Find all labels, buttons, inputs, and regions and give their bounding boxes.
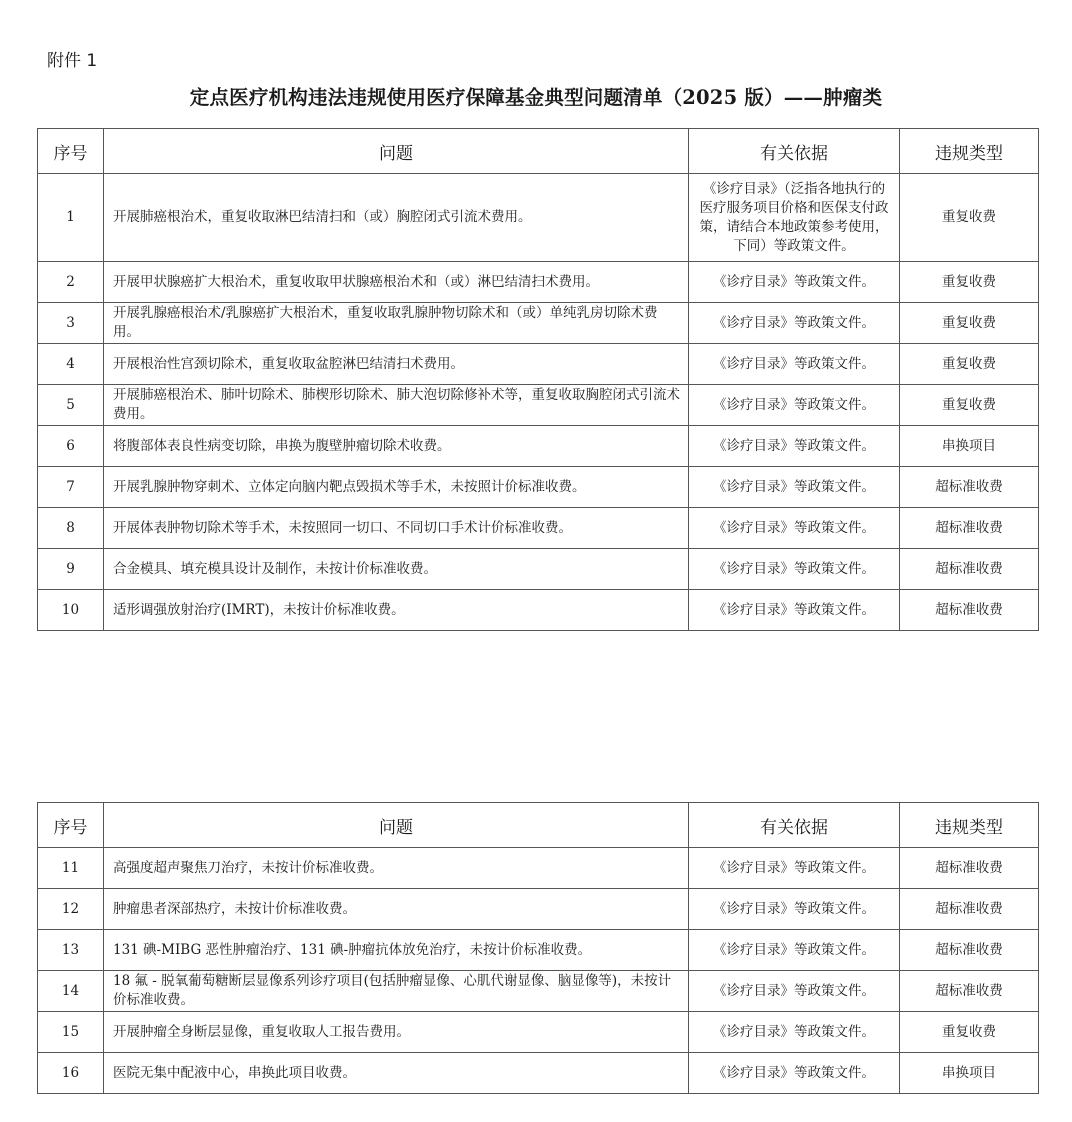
table-row: [38, 1053, 1039, 1094]
column-header-no: 序号: [38, 129, 104, 174]
row-problem: 开展乳腺癌根治术/乳腺癌扩大根治术，重复收取乳腺肿物切除术和（或）单纯乳房切除术费用。: [104, 303, 689, 344]
row-violation-type: 重复收费: [900, 303, 1039, 344]
row-problem: 开展肿瘤全身断层显像，重复收取人工报告费用。: [104, 1012, 689, 1053]
row-number: 9: [38, 549, 104, 590]
row-violation-type: 重复收费: [900, 344, 1039, 385]
column-header-basis: 有关依据: [689, 803, 900, 848]
table-row: [38, 262, 1039, 303]
document-title: 定点医疗机构违法违规使用医疗保障基金典型问题清单（2025 版）——肿瘤类: [189, 86, 883, 109]
row-violation-type: 重复收费: [900, 262, 1039, 303]
row-basis: 《诊疗目录》等政策文件。: [689, 426, 900, 467]
column-header-problem: 问题: [104, 129, 689, 174]
table-row: [38, 344, 1039, 385]
row-basis: 《诊疗目录》等政策文件。: [689, 508, 900, 549]
table-header-row: [38, 803, 1039, 848]
table-row: [38, 385, 1039, 426]
row-problem: 开展体表肿物切除术等手术，未按照同一切口、不同切口手术计价标准收费。: [104, 508, 689, 549]
table-row: [38, 930, 1039, 971]
row-basis: 《诊疗目录》（泛指各地执行的医疗服务项目价格和医保支付政策，请结合本地政策参考使用，下同）等政策文件。: [689, 174, 900, 262]
row-number: 5: [38, 385, 104, 426]
table-row: [38, 508, 1039, 549]
table-row: [38, 549, 1039, 590]
row-number: 11: [38, 848, 104, 889]
row-problem: 将腹部体表良性病变切除，串换为腹壁肿瘤切除术收费。: [104, 426, 689, 467]
row-number: 3: [38, 303, 104, 344]
row-basis: 《诊疗目录》等政策文件。: [689, 1053, 900, 1094]
column-header-type: 违规类型: [900, 803, 1039, 848]
row-basis: 《诊疗目录》等政策文件。: [689, 303, 900, 344]
row-basis: 《诊疗目录》等政策文件。: [689, 930, 900, 971]
table-row: [38, 1012, 1039, 1053]
table-row: [38, 971, 1039, 1012]
row-basis: 《诊疗目录》等政策文件。: [689, 262, 900, 303]
row-problem: 18 氟 - 脱氧葡萄糖断层显像系列诊疗项目(包括肿瘤显像、心肌代谢显像、脑显像等)，未按计价标准收费。: [104, 971, 689, 1012]
problem-table-2: [37, 802, 1039, 1094]
row-problem: 高强度超声聚焦刀治疗，未按计价标准收费。: [104, 848, 689, 889]
row-basis: 《诊疗目录》等政策文件。: [689, 467, 900, 508]
table-row: [38, 303, 1039, 344]
row-problem: 合金模具、填充模具设计及制作，未按计价标准收费。: [104, 549, 689, 590]
row-violation-type: 重复收费: [900, 174, 1039, 262]
table-row: [38, 889, 1039, 930]
row-basis: 《诊疗目录》等政策文件。: [689, 344, 900, 385]
row-violation-type: 超标准收费: [900, 590, 1039, 631]
row-violation-type: 超标准收费: [900, 889, 1039, 930]
row-basis: 《诊疗目录》等政策文件。: [689, 1012, 900, 1053]
row-problem: 开展甲状腺癌扩大根治术，重复收取甲状腺癌根治术和（或）淋巴结清扫术费用。: [104, 262, 689, 303]
column-header-problem: 问题: [104, 803, 689, 848]
table-row: [38, 467, 1039, 508]
table-row: [38, 848, 1039, 889]
row-basis: 《诊疗目录》等政策文件。: [689, 848, 900, 889]
row-violation-type: 超标准收费: [900, 549, 1039, 590]
row-problem: 肿瘤患者深部热疗，未按计价标准收费。: [104, 889, 689, 930]
problem-table-1: [37, 128, 1039, 631]
row-number: 6: [38, 426, 104, 467]
row-problem: 开展肺癌根治术，重复收取淋巴结清扫和（或）胸腔闭式引流术费用。: [104, 174, 689, 262]
table-row: [38, 590, 1039, 631]
attachment-label: 附件 1: [47, 51, 98, 71]
row-number: 2: [38, 262, 104, 303]
row-violation-type: 串换项目: [900, 1053, 1039, 1094]
row-basis: 《诊疗目录》等政策文件。: [689, 971, 900, 1012]
row-problem: 医院无集中配液中心，串换此项目收费。: [104, 1053, 689, 1094]
row-number: 13: [38, 930, 104, 971]
table-row: [38, 174, 1039, 262]
row-problem: 开展根治性宫颈切除术，重复收取盆腔淋巴结清扫术费用。: [104, 344, 689, 385]
row-number: 7: [38, 467, 104, 508]
row-basis: 《诊疗目录》等政策文件。: [689, 889, 900, 930]
row-problem: 适形调强放射治疗(IMRT)，未按计价标准收费。: [104, 590, 689, 631]
row-basis: 《诊疗目录》等政策文件。: [689, 590, 900, 631]
row-number: 10: [38, 590, 104, 631]
row-violation-type: 重复收费: [900, 385, 1039, 426]
row-problem: 131 碘-MIBG 恶性肿瘤治疗、131 碘-肿瘤抗体放免治疗，未按计价标准收费。: [104, 930, 689, 971]
row-number: 1: [38, 174, 104, 262]
row-violation-type: 超标准收费: [900, 848, 1039, 889]
row-violation-type: 超标准收费: [900, 508, 1039, 549]
column-header-no: 序号: [38, 803, 104, 848]
row-violation-type: 串换项目: [900, 426, 1039, 467]
row-number: 4: [38, 344, 104, 385]
row-problem: 开展乳腺肿物穿刺术、立体定向脑内靶点毁损术等手术，未按照计价标准收费。: [104, 467, 689, 508]
row-problem: 开展肺癌根治术、肺叶切除术、肺楔形切除术、肺大泡切除修补术等，重复收取胸腔闭式引流术费用。: [104, 385, 689, 426]
column-header-type: 违规类型: [900, 129, 1039, 174]
row-number: 16: [38, 1053, 104, 1094]
row-basis: 《诊疗目录》等政策文件。: [689, 549, 900, 590]
table-row: [38, 426, 1039, 467]
row-violation-type: 超标准收费: [900, 971, 1039, 1012]
row-number: 15: [38, 1012, 104, 1053]
table-header-row: [38, 129, 1039, 174]
row-violation-type: 超标准收费: [900, 930, 1039, 971]
row-violation-type: 重复收费: [900, 1012, 1039, 1053]
row-violation-type: 超标准收费: [900, 467, 1039, 508]
row-number: 8: [38, 508, 104, 549]
row-basis: 《诊疗目录》等政策文件。: [689, 385, 900, 426]
row-number: 14: [38, 971, 104, 1012]
row-number: 12: [38, 889, 104, 930]
column-header-basis: 有关依据: [689, 129, 900, 174]
